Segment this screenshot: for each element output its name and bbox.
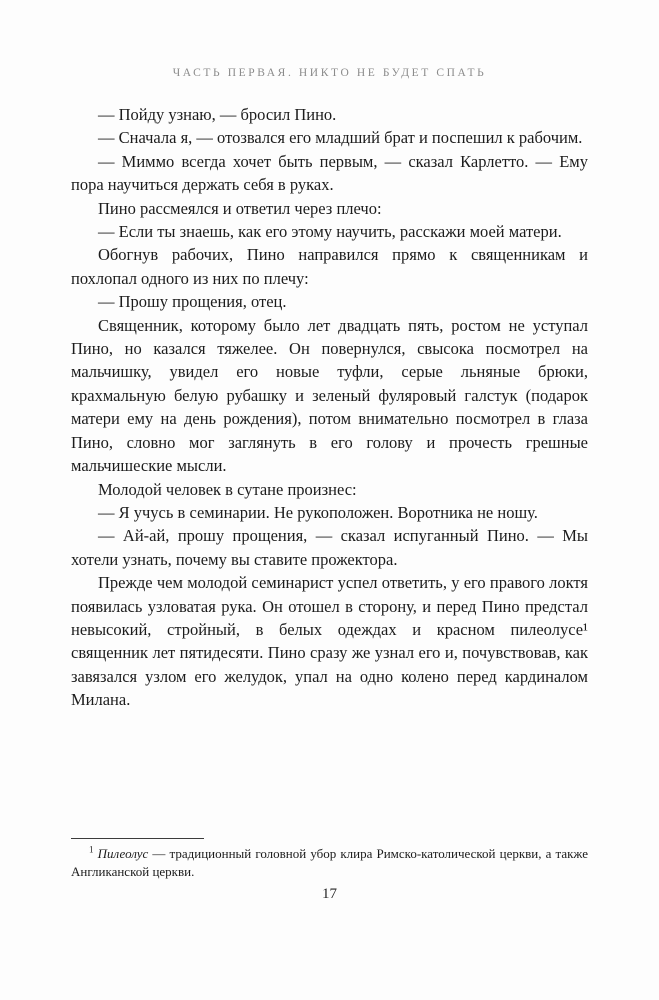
body-paragraph: Молодой человек в сутане произнес:	[98, 479, 357, 499]
body-text	[71, 103, 588, 712]
body-paragraph: — Если ты знаешь, как его этому научить, расскажи моей матери.	[98, 222, 562, 242]
footnote-marker: 1	[89, 844, 94, 855]
body-paragraph: Обогнув рабочих, Пино направился прямо к священникам и похлопал одного из них по плечу:	[71, 245, 588, 288]
footnote-term: Пилеолус	[97, 846, 149, 861]
body-paragraph: — Я учусь в семинарии. Не рукоположен. Воротника не ношу.	[98, 502, 538, 522]
body-paragraph: — Ай-ай, прошу прощения, — сказал испуганный Пино. — Мы хотели узнать, почему вы ставите прожектора.	[71, 526, 588, 569]
footnote-body: — традиционный головной убор клира Римско-католической церкви, а также Англиканской церкви.	[71, 846, 589, 879]
body-paragraph: — Сначала я, — отозвался его младший брат и поспешил к рабочим.	[98, 128, 583, 148]
page-number: 17	[322, 886, 337, 902]
body-paragraph: — Пойду узнаю, — бросил Пино.	[98, 105, 337, 124]
body-paragraph: — Прошу прощения, отец.	[98, 292, 287, 312]
body-paragraph: Пино рассмеялся и ответил через плечо:	[98, 198, 382, 218]
running-header: ЧАСТЬ ПЕРВАЯ. НИКТО НЕ БУДЕТ СПАТЬ	[172, 67, 487, 79]
footnote-separator	[71, 838, 204, 839]
footnote	[71, 838, 588, 880]
body-paragraph: Священник, которому было лет двадцать пять, ростом не уступал Пино, но казался тяжелее. Он повернулся, свысока посмотрел на мальчишку, увидел его новые туфли, серые льняные брюки, крахмальную белую рубашку и зеленый фуляровый галстук (подарок матери ему на день рождения), потом внимательно посмотрел в глаза Пино, словно мог заглянуть в его голову и прочесть грешные мальчишеские мысли.	[71, 315, 588, 476]
footnote-text	[71, 845, 588, 880]
body-paragraph: — Миммо всегда хочет быть первым, — сказал Карлетто. — Ему пора научиться держать себя в руках.	[71, 151, 588, 195]
body-paragraph: Прежде чем молодой семинарист успел ответить, у его правого локтя появилась узловатая рука. Он отошел в сторону, и перед Пино предстал невысокий, стройный, в белых одеждах и красном пилеолусе¹ священник лет пятидесяти. Пино сразу же узнал его и, почувствовав, как завязался узлом его желудок, упал на одно колено перед кардиналом Милана.	[71, 573, 588, 710]
